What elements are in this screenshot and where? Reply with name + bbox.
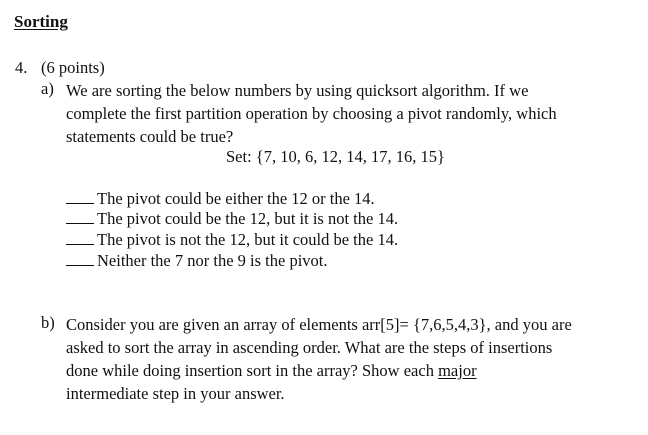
option-text: The pivot could be either the 12 or the 14.	[97, 189, 375, 208]
number-set: Set: {7, 10, 6, 12, 14, 17, 16, 15}	[226, 147, 445, 166]
answer-blank[interactable]	[66, 202, 94, 204]
question-number: 4.	[15, 58, 28, 77]
major-underlined: major	[438, 361, 477, 380]
part-b-line-4: intermediate step in your answer.	[66, 384, 285, 403]
option-row	[66, 209, 398, 229]
answer-blank[interactable]	[66, 222, 94, 224]
part-a-line-1: We are sorting the below numbers by using quicksort algorithm. If we	[66, 81, 529, 100]
option-row	[66, 189, 375, 209]
part-b-line-3	[66, 359, 624, 382]
part-b-label: b)	[41, 313, 55, 332]
option-text: Neither the 7 nor the 9 is the pivot.	[97, 251, 328, 270]
part-b-line-2: asked to sort the array in ascending order. What are the steps of insertions	[66, 338, 553, 357]
part-b-line-1: Consider you are given an array of elements arr[5]= {7,6,5,4,3}, and you are	[66, 315, 572, 334]
option-row	[66, 230, 398, 250]
part-a-line-2: complete the first partition operation by choosing a pivot randomly, which	[66, 104, 557, 123]
option-text: The pivot is not the 12, but it could be the 14.	[97, 230, 399, 249]
question-points: (6 points)	[41, 58, 105, 77]
part-b-prompt	[66, 313, 624, 405]
part-a-line-3: statements could be true?	[66, 127, 234, 146]
option-row	[66, 251, 328, 271]
section-title: Sorting	[14, 12, 68, 31]
part-a-label: a)	[41, 79, 54, 98]
answer-blank[interactable]	[66, 264, 94, 266]
part-a-prompt	[66, 79, 624, 148]
option-text: The pivot could be the 12, but it is not the 14.	[97, 209, 399, 228]
answer-blank[interactable]	[66, 243, 94, 245]
part-b-line-3-text: done while doing insertion sort in the array? Show each	[66, 361, 434, 380]
